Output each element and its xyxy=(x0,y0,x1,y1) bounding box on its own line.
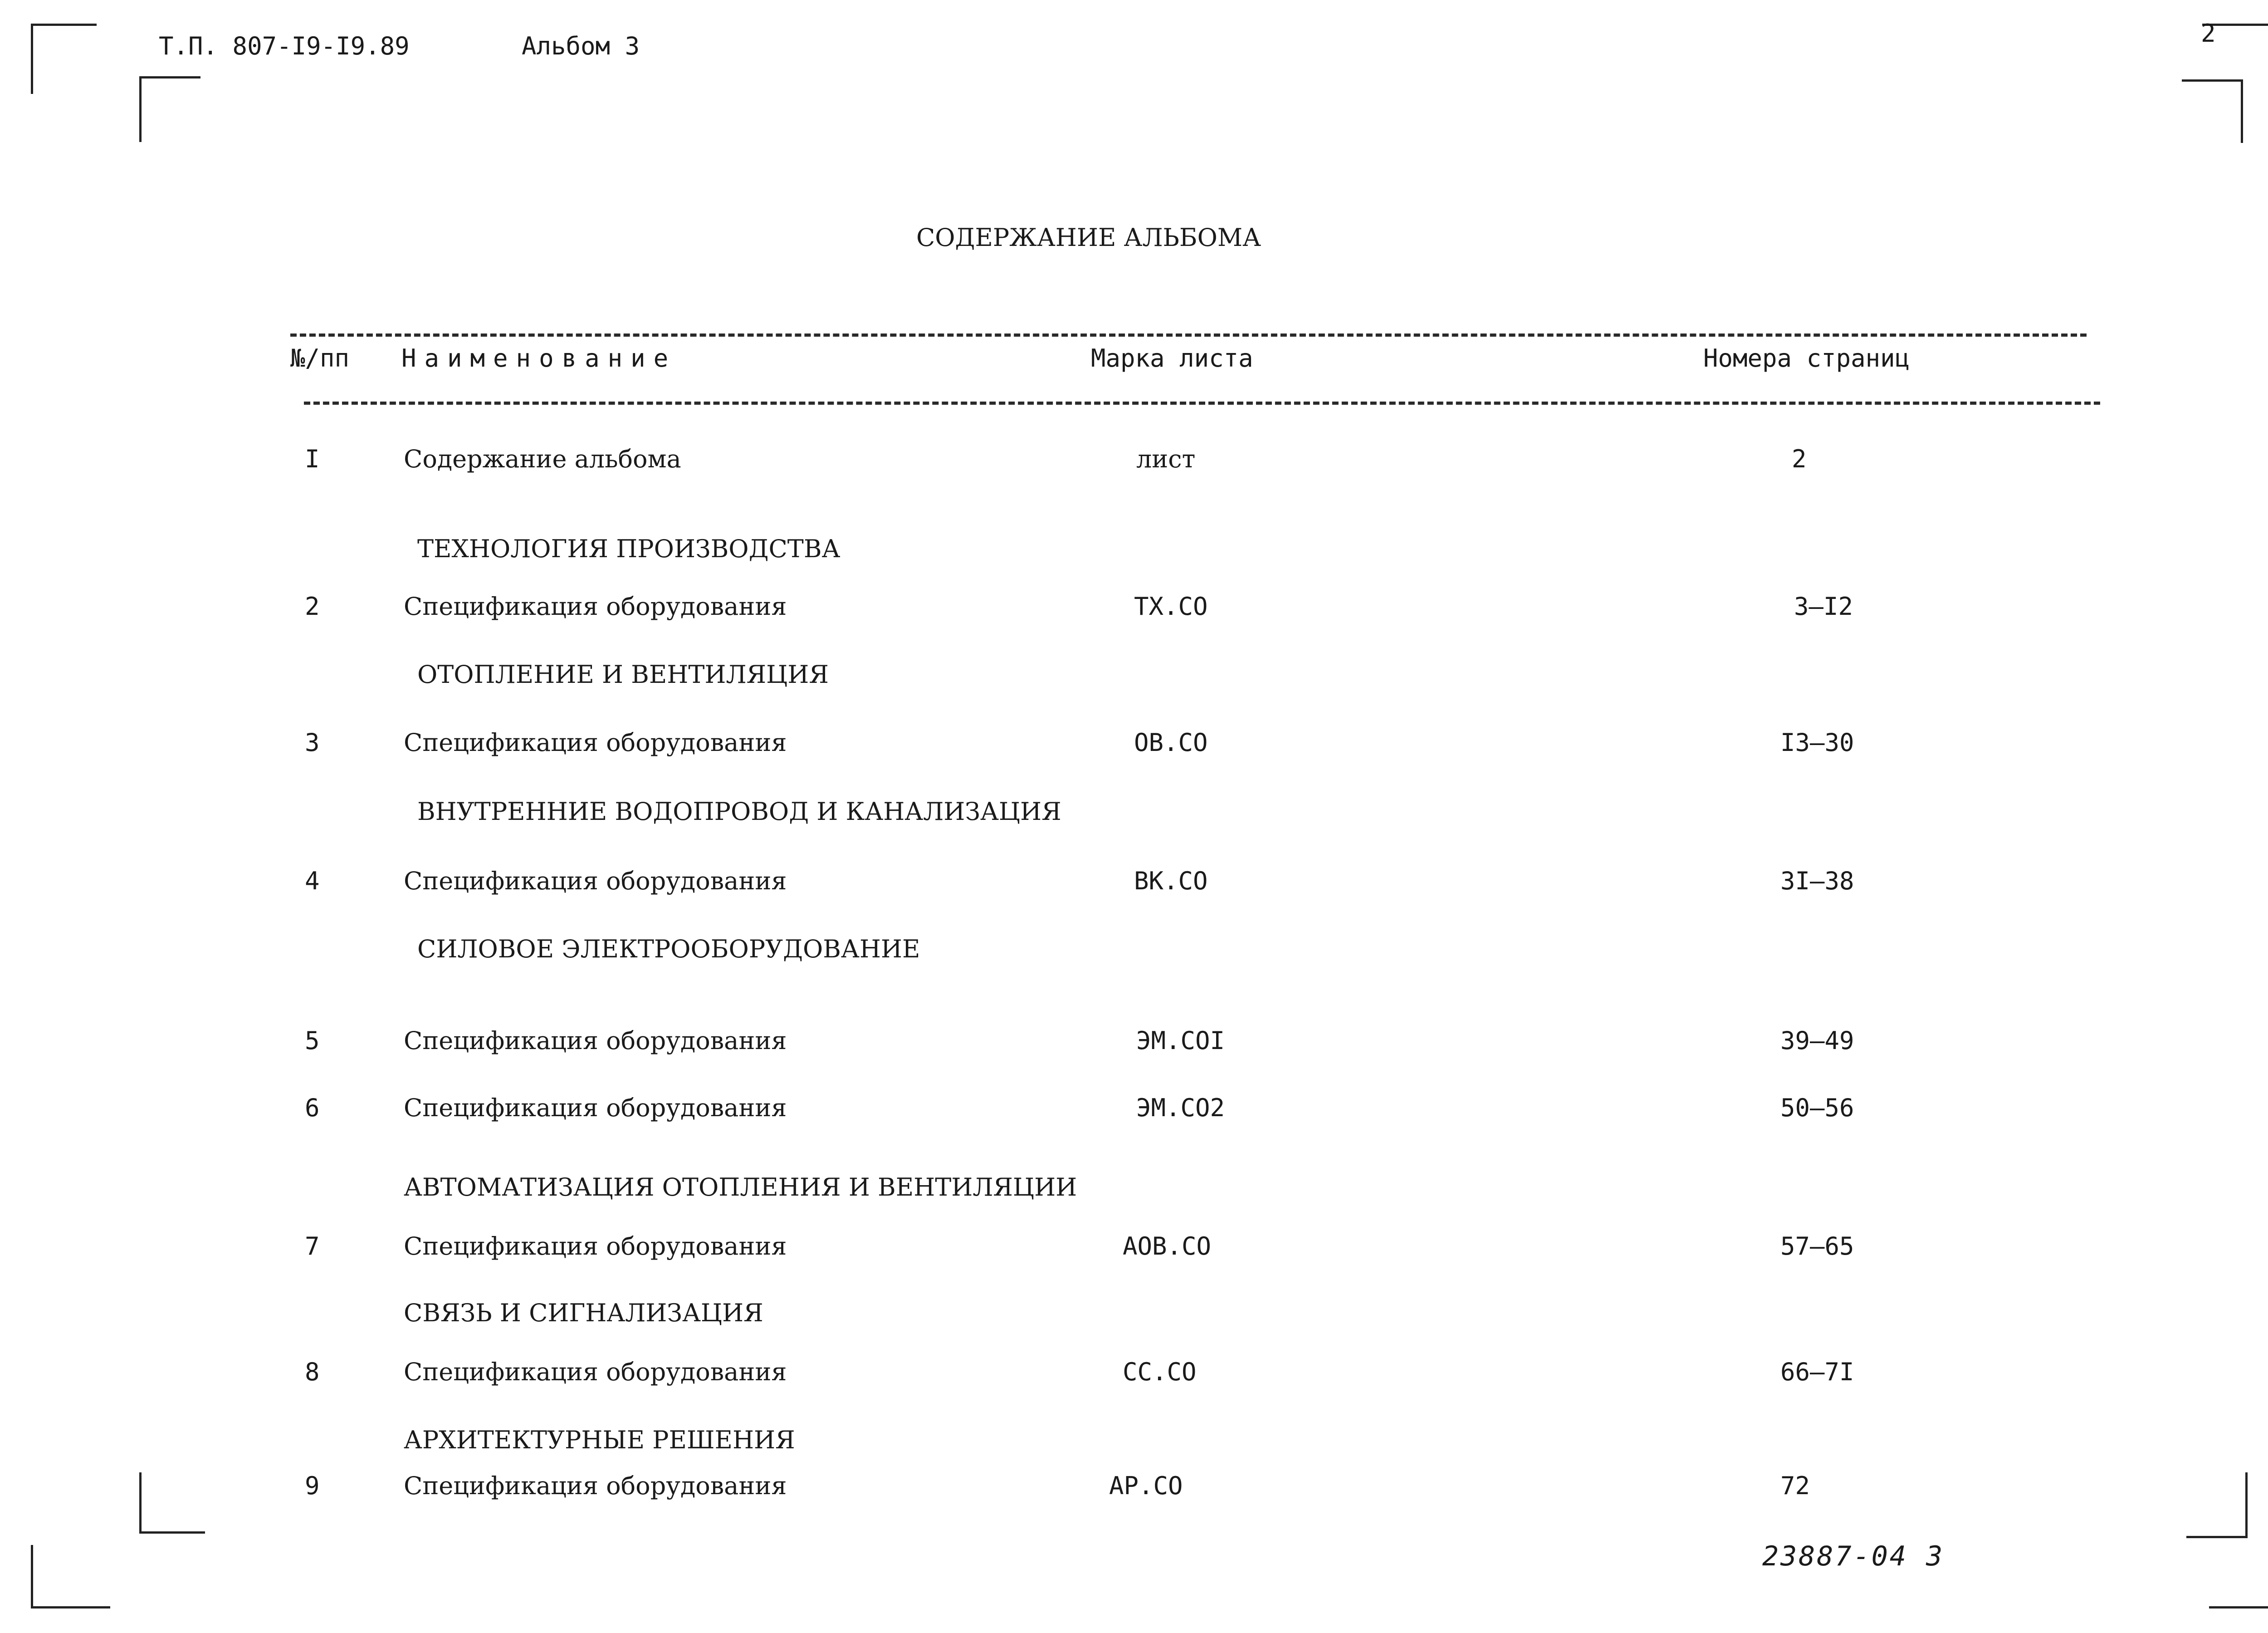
row-name: Спецификация оборудования xyxy=(404,1232,787,1260)
section-heading: СВЯЗЬ И СИГНАЛИЗАЦИЯ xyxy=(404,1299,763,1327)
row-name: Спецификация оборудования xyxy=(404,1094,787,1122)
section-heading: ТЕХНОЛОГИЯ ПРОИЗВОДСТВА xyxy=(417,535,841,563)
row-name: Спецификация оборудования xyxy=(404,728,787,757)
corner-mark-bottom-left-inner xyxy=(139,1472,205,1534)
column-header-mark: Марка листа xyxy=(1091,344,1253,373)
table-header-rule xyxy=(304,402,2100,405)
row-pages: 3–I2 xyxy=(1794,592,1853,621)
archive-stamp: 23887-04 3 xyxy=(1762,1540,1945,1572)
row-pages: 2 xyxy=(1792,445,1807,473)
album-label: Альбом 3 xyxy=(522,32,640,60)
row-pages: 39–49 xyxy=(1780,1026,1854,1055)
row-num: 5 xyxy=(305,1026,320,1055)
table-top-rule xyxy=(290,333,2087,337)
section-heading: АРХИТЕКТУРНЫЕ РЕШЕНИЯ xyxy=(404,1426,795,1454)
row-num: 8 xyxy=(305,1358,320,1386)
row-num: 2 xyxy=(305,592,320,621)
row-pages: 50–56 xyxy=(1780,1094,1854,1122)
row-mark: ЭМ.СОI xyxy=(1136,1026,1225,1055)
section-heading: ВНУТРЕННИЕ ВОДОПРОВОД И КАНАЛИЗАЦИЯ xyxy=(417,797,1061,826)
doc-code: Т.П. 807-I9-I9.89 xyxy=(159,32,410,60)
corner-mark-bottom-right-inner xyxy=(2186,1472,2248,1538)
page-number: 2 xyxy=(2201,19,2216,48)
row-num: 9 xyxy=(305,1471,320,1500)
row-name: Спецификация оборудования xyxy=(404,592,787,621)
section-heading: АВТОМАТИЗАЦИЯ ОТОПЛЕНИЯ И ВЕНТИЛЯЦИИ xyxy=(404,1173,1077,1201)
row-num: 4 xyxy=(305,867,320,895)
column-header-name: Наименование xyxy=(401,344,677,373)
row-num: 3 xyxy=(305,728,320,757)
page-title: СОДЕРЖАНИЕ АЛЬБОМА xyxy=(916,223,1261,252)
row-pages: 66–7I xyxy=(1780,1358,1854,1386)
row-num: 6 xyxy=(305,1094,320,1122)
row-name: Спецификация оборудования xyxy=(404,1358,787,1386)
row-mark: ВК.СО xyxy=(1134,867,1208,895)
corner-mark-top-right-inner xyxy=(2182,79,2243,143)
row-pages: 3I–38 xyxy=(1780,867,1854,895)
row-name: Спецификация оборудования xyxy=(404,867,787,895)
row-name: Спецификация оборудования xyxy=(404,1471,787,1500)
corner-mark-top-left-inner xyxy=(139,76,200,142)
column-header-pages: Номера страниц xyxy=(1703,344,1910,373)
row-mark: лист xyxy=(1136,445,1196,473)
corner-mark-top-left xyxy=(31,24,97,94)
row-num: I xyxy=(305,445,320,473)
corner-mark-bottom-left xyxy=(31,1545,110,1608)
row-mark: СС.СО xyxy=(1123,1358,1197,1386)
row-pages: 72 xyxy=(1780,1471,1810,1500)
row-name: Спецификация оборудования xyxy=(404,1026,787,1055)
section-heading: ОТОПЛЕНИЕ И ВЕНТИЛЯЦИЯ xyxy=(417,660,829,689)
row-mark: АОВ.СО xyxy=(1123,1232,1212,1260)
row-pages: 57–65 xyxy=(1780,1232,1854,1260)
corner-mark-bottom-right xyxy=(2209,1543,2268,1608)
column-header-num: №/пп xyxy=(290,344,350,373)
row-name: Содержание альбома xyxy=(404,445,681,473)
row-pages: I3–30 xyxy=(1780,728,1854,757)
row-mark: ЭМ.СО2 xyxy=(1136,1094,1225,1122)
row-num: 7 xyxy=(305,1232,320,1260)
section-heading: СИЛОВОЕ ЭЛЕКТРООБОРУДОВАНИЕ xyxy=(417,935,920,963)
row-mark: АР.СО xyxy=(1109,1471,1183,1500)
row-mark: ОВ.СО xyxy=(1134,728,1208,757)
row-mark: ТХ.СО xyxy=(1134,592,1208,621)
